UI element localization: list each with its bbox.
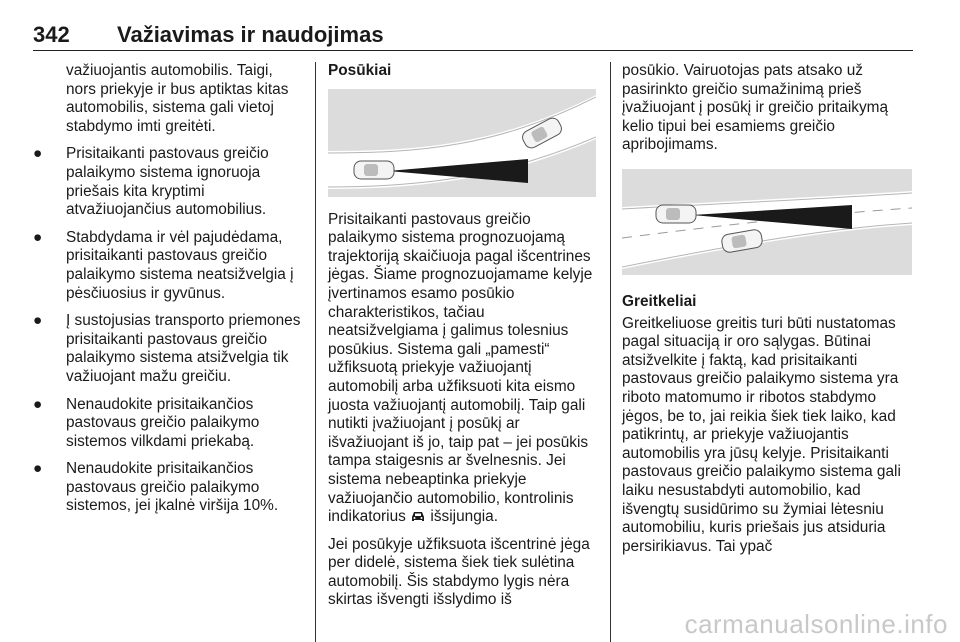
page-title: Važiavimas ir naudojimas: [117, 22, 384, 47]
column-divider: [315, 62, 316, 642]
column-3: [622, 62, 914, 565]
column-1: [33, 62, 305, 525]
own-car-icon: [354, 161, 394, 179]
list-item: ● Į sustojusias transporto priemones prisitaikanti pastovaus greičio palaikymo sistema atsižvelgia tik važiuojant mažu greičiu.: [33, 312, 301, 385]
page-header: [33, 8, 913, 48]
col3-paragraph-2: Greitkeliuose greitis turi būti nustatomas pagal situaciją ir oro sąlygas. Būtinai atsižvelkite į faktą, kad prisitaikanti pastovaus greičio palaikymo sistema yra riboto matomumo ir ribotos stabdymo jėgos, be to, jai reikia šiek tiek laiko, kad patikrintų, ar priekyje važiuojantis automobilis yra jūsų kelyje. Prisitaikanti pastovaus greičio palaikymo sistema gali laiku nesustabdyti automobilio, kad išvengtų susidūrimo su žymiai lėtesniu automobiliu, kuris priešais jus atsiduria persirikiavus. Tai ypač: [622, 314, 901, 555]
column-divider: [610, 62, 611, 642]
bullet-icon: ●: [33, 228, 43, 246]
col1-intro: važiuojantis automobilis. Taigi, nors priekyje ir bus aptiktas kitas automobilis, sistema gali vietoj stabdymo imti greitėti.: [66, 62, 289, 135]
car-indicator-icon: [410, 509, 426, 523]
col2-paragraph-1: Prisitaikanti pastovaus greičio palaikymo sistema prognozuojamą trajektoriją skaičiuoja pagal išcentrines jėgas. Šiame prognozuojamame kelyje įvertinamos esamo posūkio charakteristikos, tačiau neatsižvelgiama į galimus tolesnius posūkius. Sistema gali „pamesti“ užfiksuotą priekyje važiuojantį automobilį arba užfiksuoti kita eismo juosta važiuojantį automobilį. Taip gali nutikti įvažiuojant į posūkį ar išvažiuojant iš jo, taip pat – jei posūkis tampa staigesnis ar švelnesnis. Jei sistema nebeaptinka priekyje važiuojančio automobilio, kontrolinis indikatorius išsijungia.: [328, 210, 593, 526]
list-item: ● Stabdydama ir vėl pajudėdama, prisitaikanti pastovaus greičio palaikymo sistema neatsižvelgia į pėsčiuosius ir gyvūnus.: [33, 228, 294, 302]
section-heading-curves: Posūkiai: [328, 62, 392, 79]
col2-paragraph-2: Jei posūkyje užfiksuota išcentrinė jėga per didelė, sistema šiek tiek sulėtina automobilį. Šis stabdymo lygis nėra skirtas išvengti išslydimo iš: [328, 535, 590, 609]
bullet-icon: ●: [33, 395, 43, 413]
list-item: ● Prisitaikanti pastovaus greičio palaikymo sistema ignoruoja priešais kita kryptimi atvažiuojančius automobilius.: [33, 145, 269, 219]
header-rule: [33, 50, 913, 51]
curve-road-svg: [328, 89, 596, 197]
bullet-icon: ●: [33, 460, 43, 478]
own-car-icon: [656, 205, 696, 223]
highway-illustration: [622, 169, 912, 275]
section-heading-highways: Greitkeliai: [622, 292, 697, 310]
col3-paragraph-1: posūkio. Vairuotojas pats atsako už pasirinkto greičio sumažinimą prieš įvažiuojant į posūkį ir greičio pritaikymą kelio tipui bei esamiems greičio apribojimams.: [622, 62, 889, 154]
list-item: ● Nenaudokite prisitaikančios pastovaus greičio palaikymo sistemos, jei įkalnė viršija 10%.: [33, 460, 279, 515]
highway-road-svg: [622, 169, 912, 275]
column-2: [328, 62, 598, 619]
bullet-icon: ●: [33, 312, 43, 330]
curve-illustration: [328, 89, 596, 197]
watermark: carmanualsonline.info: [684, 609, 948, 639]
page-number: 342: [33, 22, 70, 47]
list-item: ● Nenaudokite prisitaikančios pastovaus greičio palaikymo sistemos vilkdami priekabą.: [33, 395, 260, 450]
bullet-icon: ●: [33, 145, 43, 163]
